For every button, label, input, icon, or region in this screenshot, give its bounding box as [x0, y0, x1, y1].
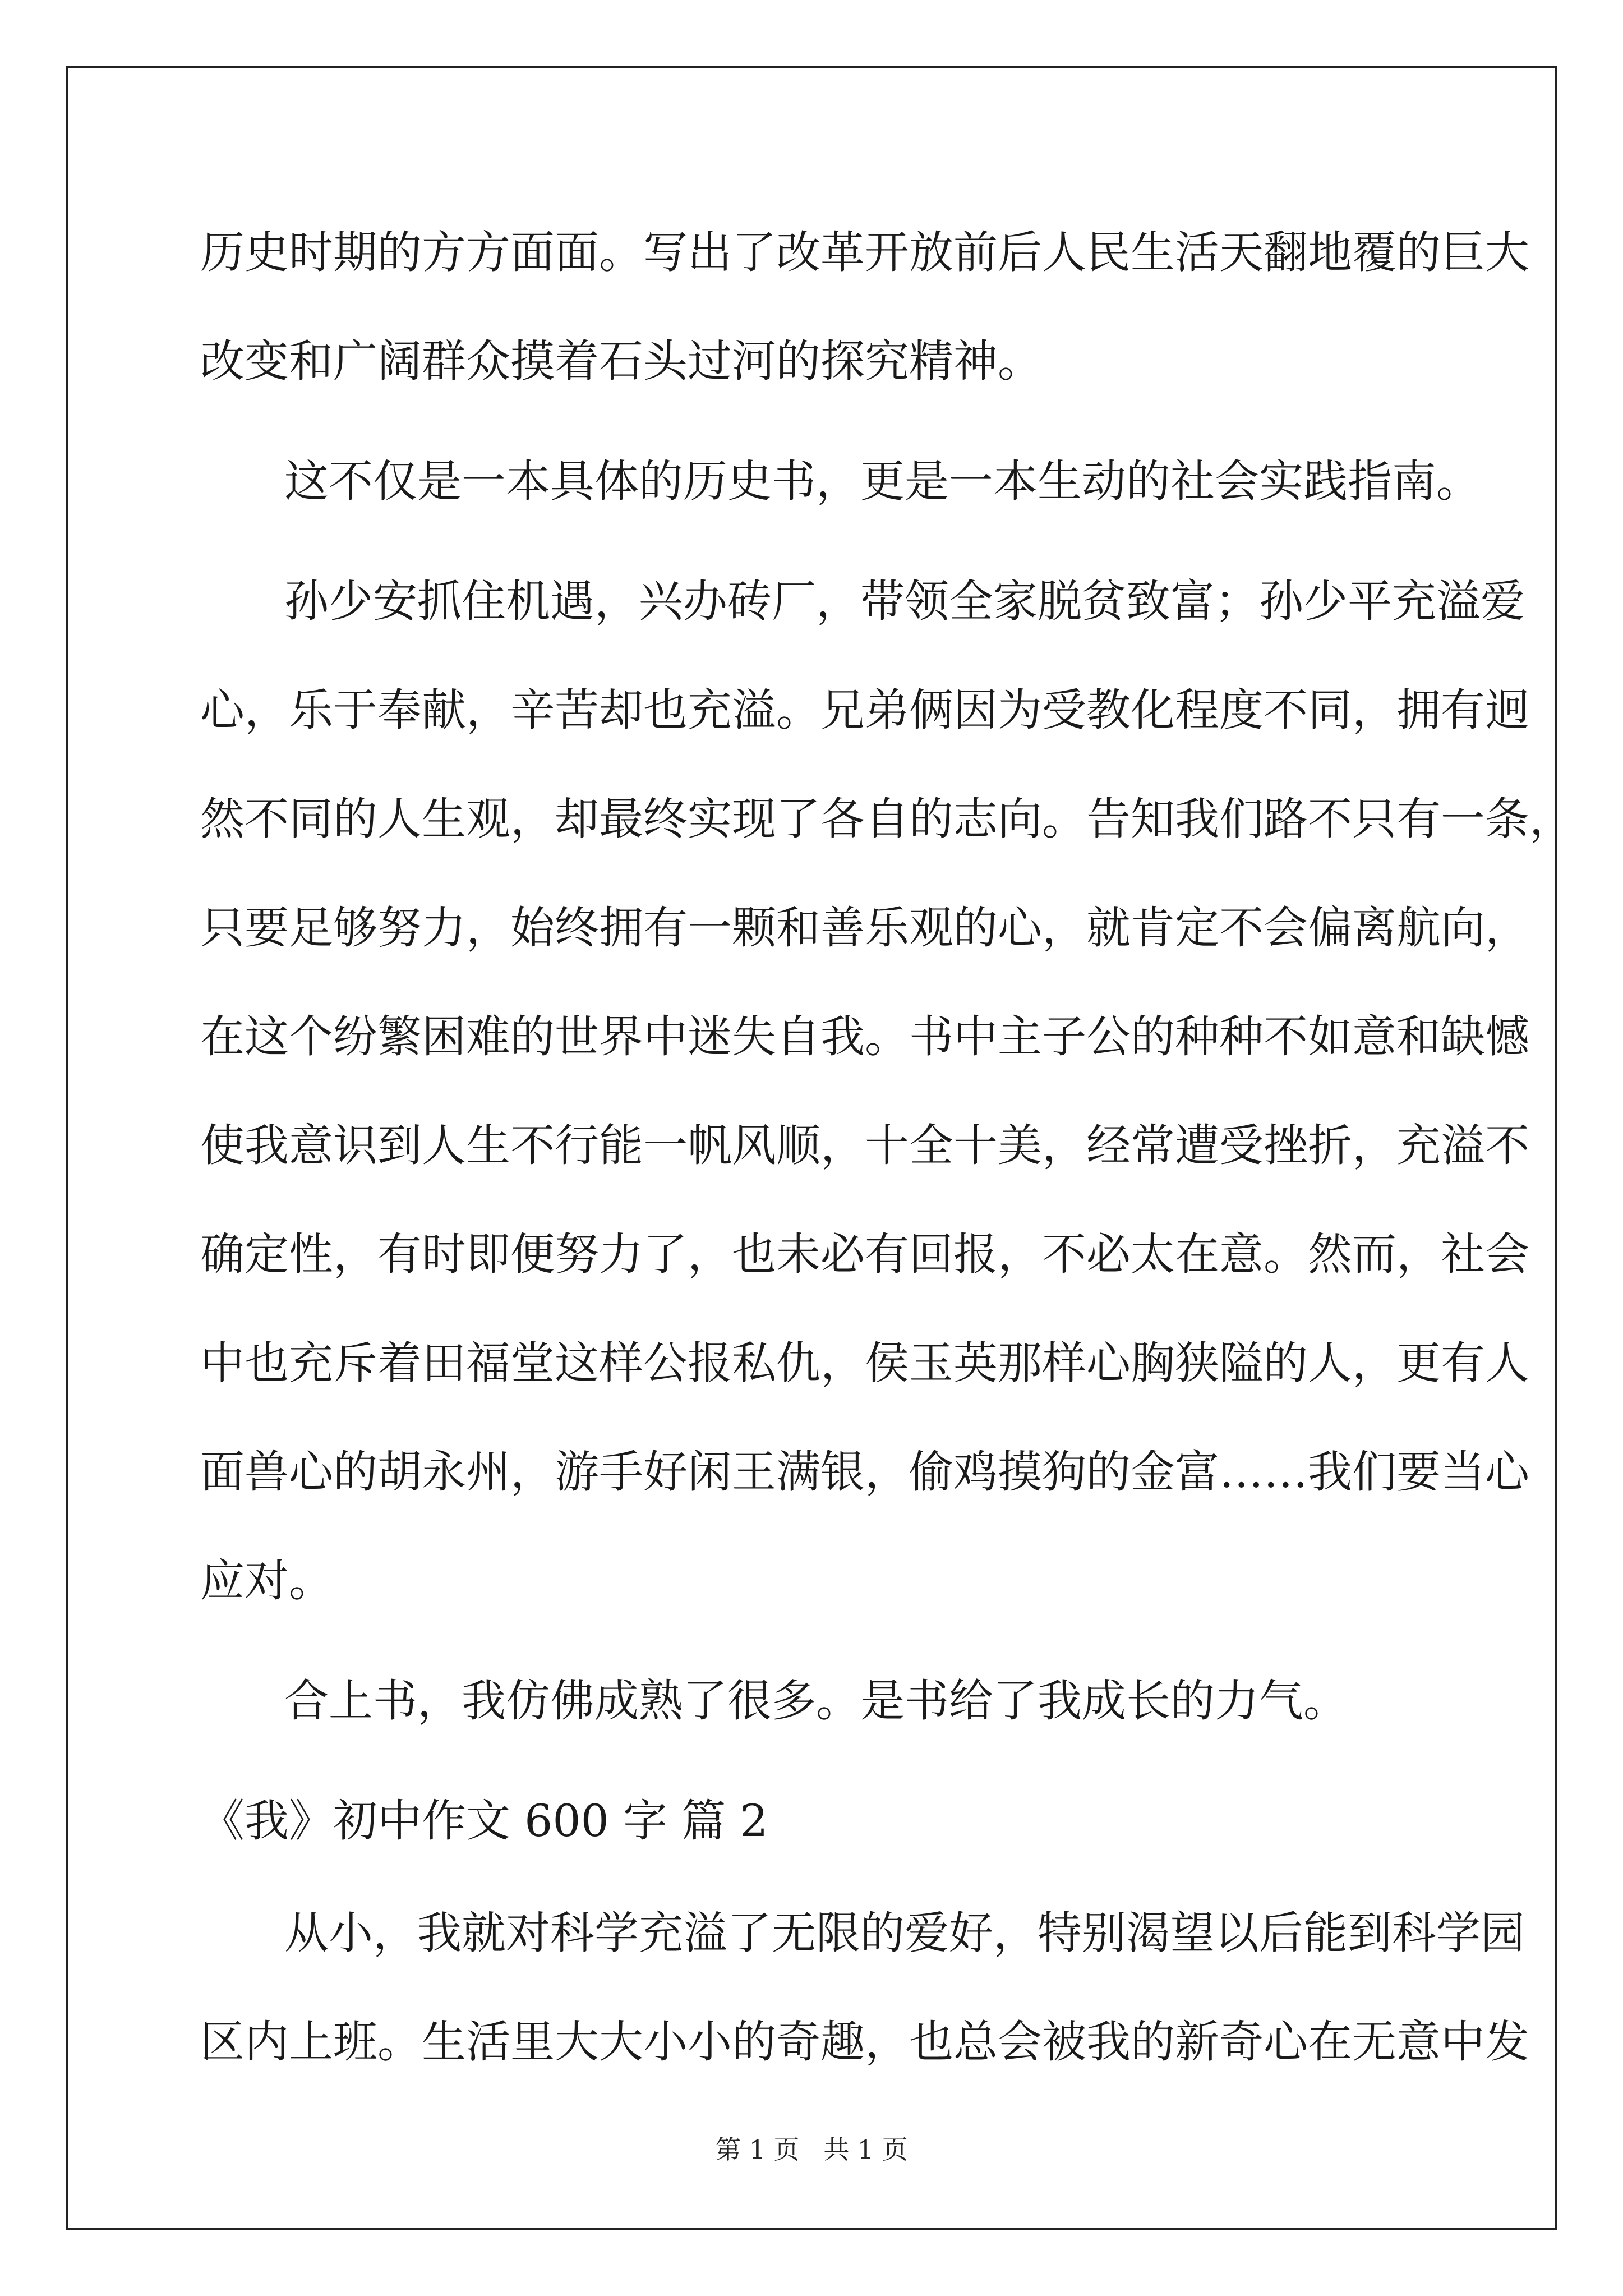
- paragraph: [200, 208, 1529, 436]
- text-line: 应对。: [200, 1555, 333, 1607]
- paragraph: [200, 556, 1574, 1656]
- text-line: 在这个纷繁困难的世界中迷失自我。书中主子公的种种不如意和缺憾: [200, 1011, 1529, 1062]
- text-line: 只要足够努力，始终拥有一颗和善乐观的心，就肯定不会偏离航向，: [200, 902, 1529, 954]
- paragraph: [200, 1888, 1529, 2106]
- text-line: 孙少安抓住机遇，兴办砖厂，带领全家脱贫致富；孙少平充溢爱: [284, 576, 1525, 627]
- text-line: 历史时期的方方面面。写出了改革开放前后人民生活天翻地覆的巨大: [200, 227, 1529, 278]
- text-line: 从小，我就对科学充溢了无限的爱好，特别渴望以后能到科学园: [284, 1907, 1525, 1959]
- paragraph: [200, 1656, 1423, 1776]
- text-line: 这不仅是一本具体的历史书，更是一本生动的社会实践指南。: [284, 455, 1481, 507]
- page-footer: [0, 2129, 1623, 2166]
- text-line: 区内上班。生活里大大小小的奇趣，也总会被我的新奇心在无意中发: [200, 2016, 1529, 2068]
- document-body: [200, 208, 1574, 2106]
- text-line: 合上书，我仿佛成熟了很多。是书给了我成长的力气。: [284, 1675, 1348, 1727]
- page-number: 第 1 页: [715, 2134, 800, 2165]
- text-line: 使我意识到人生不行能一帆风顺，十全十美，经常遭受挫折，充溢不: [200, 1120, 1529, 1171]
- text-line: 确定性，有时即便努力了，也未必有回报，不必太在意。然而，社会: [200, 1228, 1529, 1280]
- text-line: 然不同的人生观，却最终实现了各自的志向。告知我们路不只有一条，: [200, 793, 1574, 845]
- text-line: 中也充斥着田福堂这样公报私仇，侯玉英那样心胸狭隘的人，更有人: [200, 1337, 1529, 1389]
- section-heading: 《我》初中作文 600 字 篇 2: [200, 1795, 768, 1847]
- text-line: 心，乐于奉献，辛苦却也充溢。兄弟俩因为受教化程度不同，拥有迥: [200, 684, 1529, 736]
- page-total: 共 1 页: [823, 2134, 908, 2165]
- text-line: 面兽心的胡永州，游手好闲王满银，偷鸡摸狗的金富……我们要当心: [200, 1446, 1529, 1498]
- paragraph: [200, 436, 1481, 556]
- text-line: 改变和广阔群众摸着石头过河的探究精神。: [200, 335, 1042, 387]
